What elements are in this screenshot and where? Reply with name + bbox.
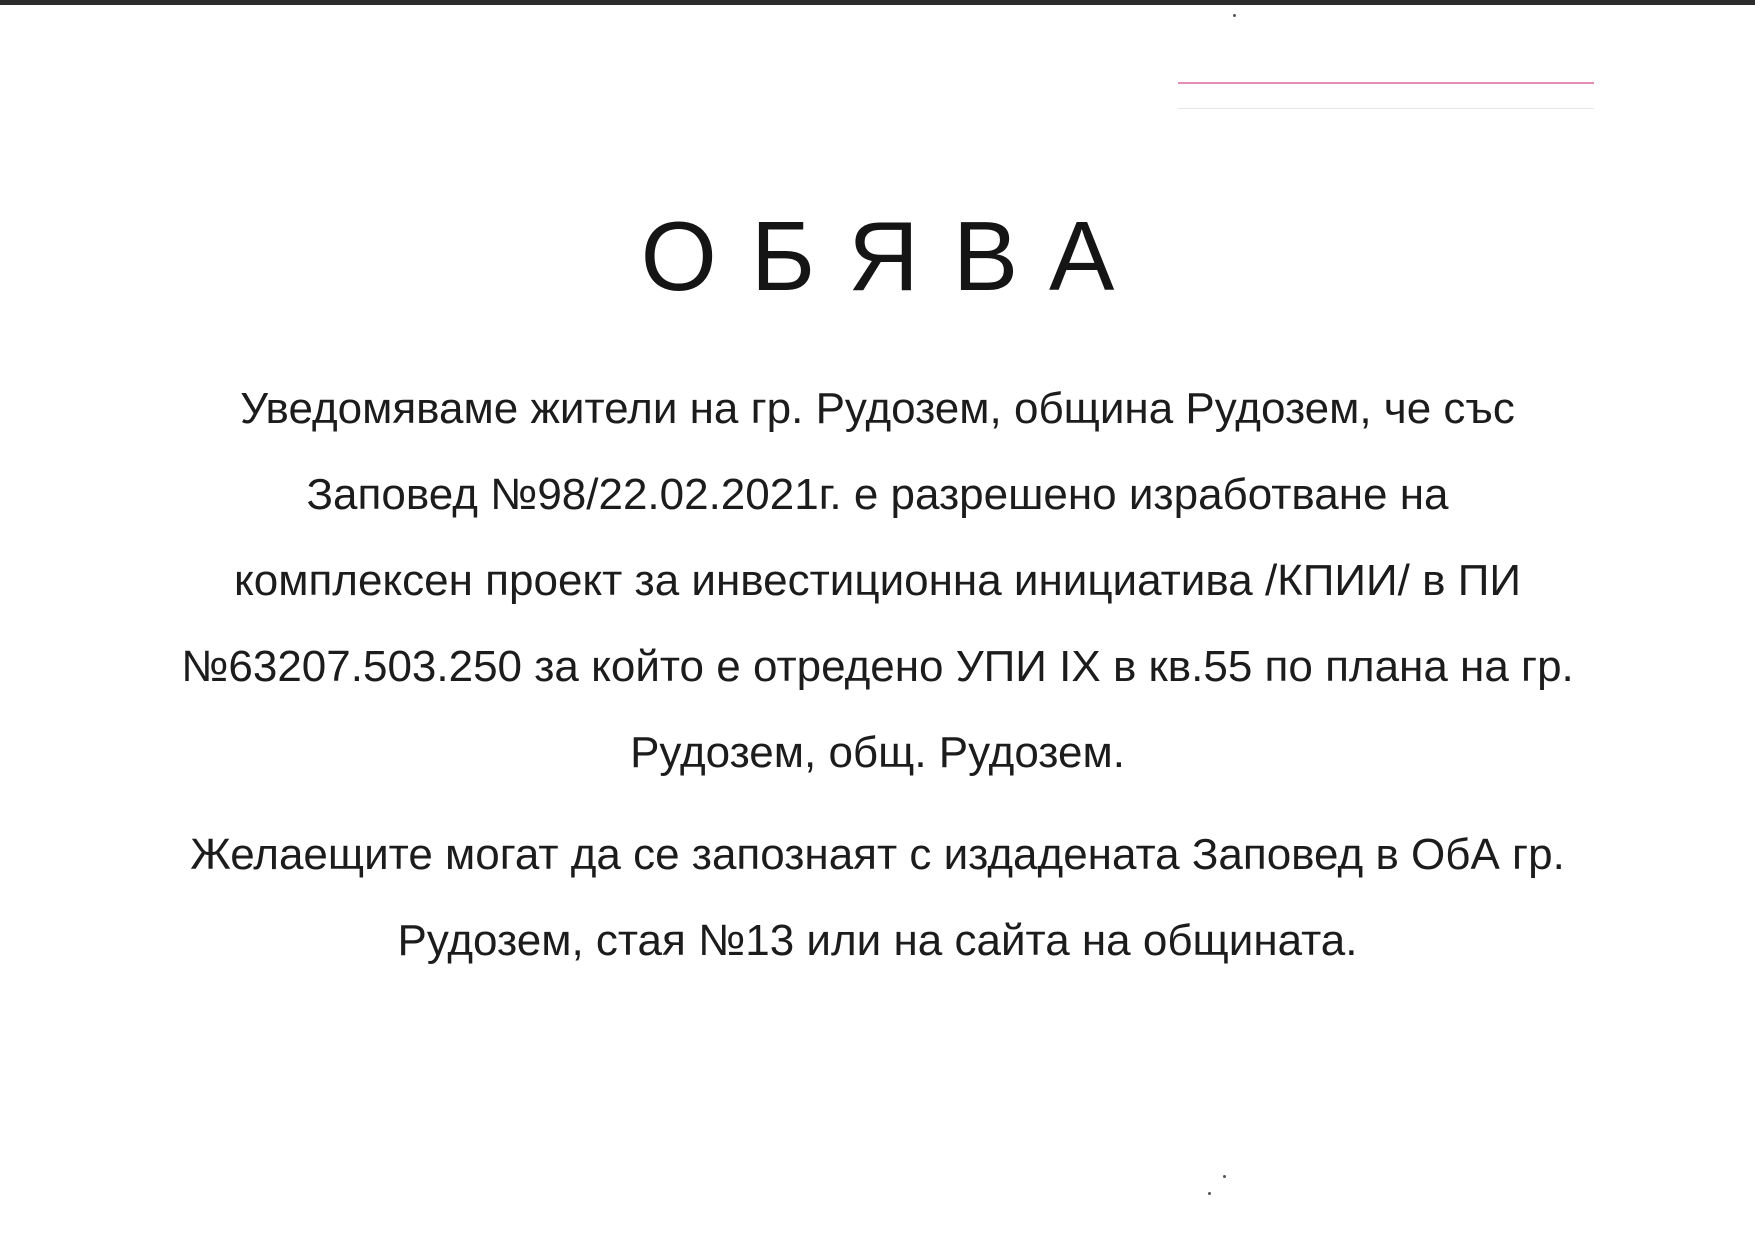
scan-speck — [1208, 1192, 1211, 1195]
paragraph-1-line: Рудозем, общ. Рудозем. — [630, 728, 1125, 777]
paragraph-1-line: Заповед №98/22.02.2021г. е разрешено изработване на — [306, 470, 1449, 519]
paragraph-2-line: Желаещите могат да се запознаят с издадената Заповед в ОбА гр. — [190, 830, 1565, 879]
scan-speck — [1223, 1175, 1226, 1178]
decorative-pink-line — [1178, 82, 1594, 84]
notice-paragraph-2 — [120, 812, 1635, 984]
paragraph-2-line: Рудозем, стая №13 или на сайта на общината. — [397, 916, 1358, 965]
paragraph-1-line: Уведомяваме жители на гр. Рудозем, община Рудозем, че със — [240, 384, 1515, 433]
scan-speck — [1233, 14, 1236, 17]
decorative-faint-line — [1178, 108, 1594, 109]
scan-top-edge — [0, 0, 1755, 5]
notice-paragraph-1 — [120, 366, 1635, 796]
notice-title: ОБЯВА — [640, 201, 1149, 311]
paragraph-1-line: №63207.503.250 за който е отредено УПИ IX в кв.55 по плана на гр. — [181, 642, 1574, 691]
paragraph-1-line: комплексен проект за инвестиционна инициатива /КПИИ/ в ПИ — [234, 556, 1521, 605]
